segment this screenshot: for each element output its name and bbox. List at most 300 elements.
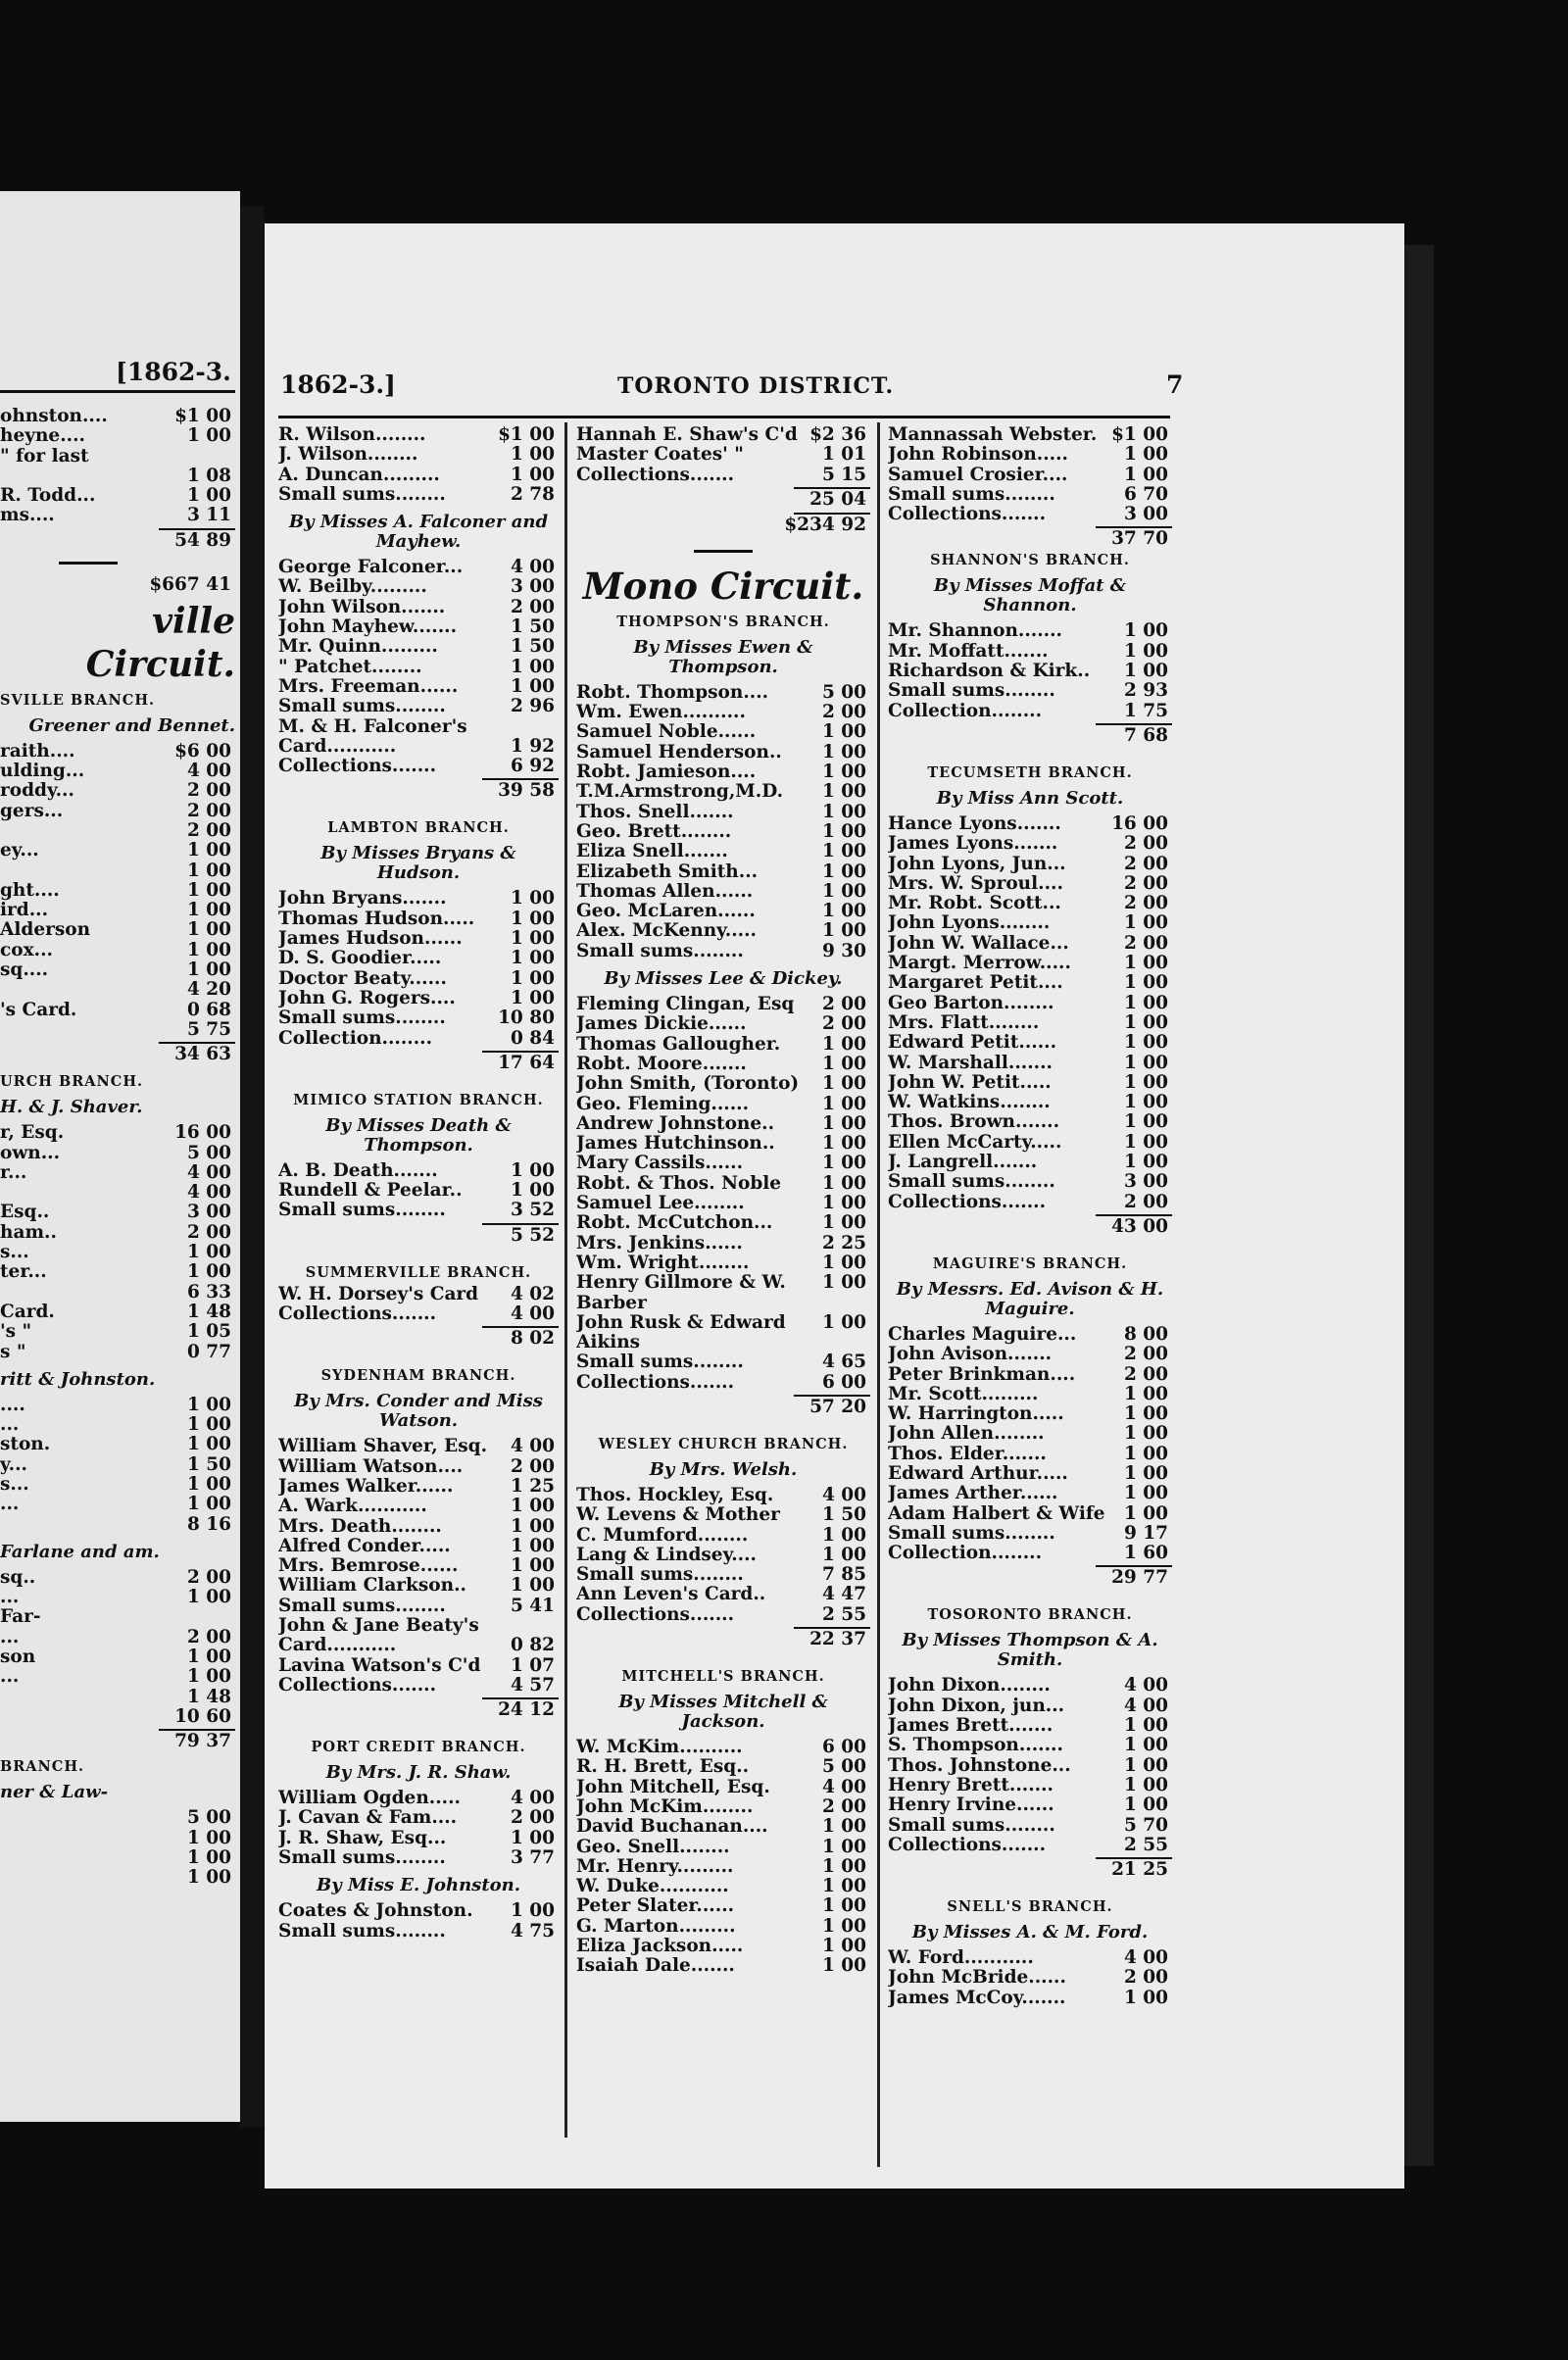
contributor-name: sq....	[0, 960, 49, 981]
amount: 4 00	[1123, 1695, 1168, 1716]
ledger-row	[888, 1816, 1172, 1836]
amount: 1 00	[1123, 661, 1168, 682]
ledger-row	[576, 1917, 870, 1937]
contributor-name: A. B. Death.......	[278, 1160, 438, 1181]
ledger-row	[888, 1676, 1172, 1696]
contributor-name: " Patchet........	[278, 657, 422, 677]
ledger-row	[576, 445, 870, 465]
ledger-row	[0, 1628, 235, 1647]
branch-total: 7 68	[1123, 724, 1168, 746]
ledger-row	[278, 1029, 559, 1049]
ledger-row	[0, 901, 235, 920]
contributor-name: Collections.......	[576, 465, 735, 485]
contributor-name: C. Mumford........	[576, 1525, 749, 1546]
branch-title: SYDENHAM BRANCH.	[320, 1367, 516, 1385]
ledger-row	[576, 1838, 870, 1857]
contributor-name: Thomas Gallougher.	[576, 1034, 781, 1055]
ledger-row	[278, 910, 559, 929]
ledger-row	[0, 1829, 235, 1848]
contributor-name: Collection........	[278, 1028, 433, 1049]
amount: 1 00	[1123, 1071, 1168, 1093]
contributor-name: Small sums........	[278, 1848, 446, 1869]
ledger-row	[576, 1565, 870, 1585]
ledger-row	[888, 994, 1172, 1013]
ledger-row	[0, 1020, 235, 1040]
amount: 1 00	[821, 1112, 866, 1134]
contributor-name: Collections.......	[576, 1604, 735, 1625]
amount: 1 00	[821, 820, 866, 842]
contributor-name: John G. Rogers....	[278, 988, 456, 1008]
contributor-name: heyne....	[0, 426, 85, 447]
amount: 1 00	[186, 919, 231, 941]
amount: 1 00	[186, 879, 231, 901]
amount: 1 00	[821, 801, 866, 822]
amount: 2 00	[186, 819, 231, 841]
branch-total: 21 25	[1111, 1859, 1168, 1881]
contributor-name: W. Ford...........	[888, 1948, 1034, 1969]
contributor-name: D. S. Goodier.....	[278, 949, 442, 969]
amount: 2 00	[1123, 853, 1168, 874]
ledger-row	[278, 1181, 559, 1201]
amount: 2 00	[186, 1566, 231, 1588]
amount: 5 75	[186, 1018, 231, 1040]
contributor-name: Thos. Elder.......	[888, 1444, 1047, 1464]
ledger-row	[278, 598, 559, 617]
ledger-row	[0, 506, 235, 525]
amount: 1 00	[821, 1311, 866, 1333]
amount: 2 00	[1123, 932, 1168, 954]
ledger-row	[576, 466, 870, 485]
ledger-row	[278, 1829, 559, 1848]
ledger-row	[278, 1285, 559, 1304]
amount: 1 00	[821, 920, 866, 942]
amount: 2 00	[1123, 1191, 1168, 1212]
contributor-name: John Wilson.......	[278, 597, 446, 617]
amount: 1 00	[1123, 1502, 1168, 1524]
ledger-row	[278, 425, 559, 445]
amount: 1 00	[1123, 972, 1168, 994]
ledger-row	[888, 1054, 1172, 1073]
branch-total: 25 04	[809, 488, 866, 510]
amount	[492, 717, 559, 737]
column-2	[576, 425, 870, 1977]
amount: 3 52	[510, 1200, 555, 1221]
ledger-row	[278, 1161, 559, 1181]
ledger-row	[888, 814, 1172, 834]
left-header-rule	[0, 390, 235, 393]
ledger-row	[0, 1667, 235, 1687]
amount: 1 00	[510, 987, 555, 1008]
ledger-row	[888, 874, 1172, 894]
amount: 1 00	[1123, 464, 1168, 485]
ledger-row	[888, 681, 1172, 701]
amount: 3 00	[510, 576, 555, 598]
contributor-name: Eliza Jackson.....	[576, 1937, 744, 1957]
contributor-name: ...	[0, 1667, 20, 1688]
ledger-row	[278, 1808, 559, 1828]
amount: 1 00	[186, 1434, 231, 1455]
left-byline: H. & J. Shaver.	[0, 1097, 143, 1118]
ledger-row	[576, 1956, 870, 1976]
amount: 4 00	[1123, 1675, 1168, 1696]
contributor-name: Collections.......	[888, 505, 1047, 525]
contributor-name: James Hudson......	[278, 929, 463, 950]
contributor-name: sq..	[0, 1567, 36, 1588]
left-byline: Farlane and am.	[0, 1541, 160, 1562]
amount: 0 68	[186, 999, 231, 1020]
branch-total: 29 77	[1111, 1567, 1168, 1589]
amount: 8 16	[186, 1513, 231, 1535]
contributor-name: Mary Cassils......	[576, 1154, 744, 1174]
ledger-row	[888, 1464, 1172, 1484]
amount: 1 00	[821, 1524, 866, 1546]
contributor-name: Robt. & Thos. Noble	[576, 1173, 782, 1194]
ledger-row	[278, 1497, 559, 1516]
ledger-row	[576, 1486, 870, 1505]
amount: 1 00	[186, 860, 231, 881]
ledger-row	[576, 1114, 870, 1134]
ledger-row	[278, 1537, 559, 1556]
contributor-name	[0, 1688, 153, 1707]
contributor-name: Card...........	[278, 736, 397, 757]
contributor-name: S. Thompson.......	[888, 1736, 1063, 1756]
contributor-name: J. R. Shaw, Esq...	[278, 1828, 447, 1848]
ledger-row	[278, 577, 559, 597]
amount: 1 00	[1123, 953, 1168, 974]
amount: 1 00	[821, 781, 866, 803]
contributor-name: James McCoy.......	[888, 1988, 1066, 2008]
amount: 10 60	[174, 1705, 231, 1727]
contributor-name: ms....	[0, 506, 55, 526]
ledger-row	[0, 407, 235, 426]
left-grand-total: $667 41	[149, 573, 231, 595]
contributor-name: Samuel Crosier....	[888, 465, 1068, 485]
amount: 1 00	[186, 1666, 231, 1688]
branch-total: 37 70	[1111, 528, 1168, 550]
contributor-name: Doctor Beaty......	[278, 968, 447, 989]
contributor-name: Small sums........	[576, 1352, 744, 1373]
ledger-row	[888, 1716, 1172, 1736]
contributor-name: 's "	[0, 1322, 32, 1343]
ledger-row	[278, 757, 559, 776]
amount: 1 08	[186, 465, 231, 486]
ledger-row	[0, 486, 235, 506]
contributor-name: T.M.Armstrong,M.D.	[576, 782, 784, 803]
amount: 2 55	[821, 1603, 866, 1625]
ledger-row	[278, 717, 559, 737]
ledger-row	[888, 1795, 1172, 1815]
ledger-row	[576, 782, 870, 802]
ledger-row	[576, 1546, 870, 1565]
left-total: 54 89	[174, 529, 231, 551]
page-year: 1862-3.]	[280, 370, 396, 399]
amount: 5 00	[186, 1142, 231, 1163]
branch-total: 5 52	[510, 1224, 555, 1246]
page-edge	[1404, 245, 1434, 2166]
contributor-name: Isaiah Dale.......	[576, 1956, 735, 1977]
contributor-name: ston.	[0, 1435, 51, 1455]
contributor-name: Mr. Scott.........	[888, 1384, 1039, 1404]
contributor-name: Mr. Moffatt.......	[888, 641, 1049, 662]
column-3	[888, 425, 1172, 2008]
ledger-row	[576, 722, 870, 742]
contributor-name: Mr. Robt. Scott...	[888, 894, 1061, 914]
ledger-row	[0, 742, 235, 762]
amount	[153, 447, 235, 467]
contributor-name	[0, 1283, 153, 1303]
contributor-name: ter...	[0, 1262, 47, 1283]
ledger-row	[278, 1201, 559, 1220]
ledger-row	[888, 505, 1172, 524]
amount: 1 00	[510, 1555, 555, 1577]
branch-title: TOSORONTO BRANCH.	[927, 1606, 1133, 1624]
contributor-name: y...	[0, 1454, 27, 1475]
contributor-name: Mr. Shannon.......	[888, 621, 1062, 642]
contributor-name: Mr. Quinn.........	[278, 637, 438, 658]
contributor-name: Card.	[0, 1302, 55, 1322]
ledger-row	[888, 1172, 1172, 1192]
amount: 2 00	[1123, 893, 1168, 914]
byline: By Misses A. & M. Ford.	[911, 1922, 1149, 1943]
amount: 8 00	[1123, 1323, 1168, 1345]
amount: 1 00	[1123, 1131, 1168, 1153]
ledger-row	[888, 621, 1172, 641]
contributor-name: Samuel Henderson..	[576, 742, 782, 762]
ledger-row	[278, 1676, 559, 1696]
contributor-name: W. H. Dorsey's Card	[278, 1284, 479, 1304]
ledger-row	[888, 1756, 1172, 1776]
ledger-row	[576, 842, 870, 861]
ledger-row	[888, 1325, 1172, 1345]
left-page-fragment	[0, 191, 240, 2122]
contributor-name: r...	[0, 1162, 27, 1183]
amount: 1 60	[1123, 1543, 1168, 1564]
ledger-row	[576, 1585, 870, 1604]
contributor-name	[0, 467, 153, 486]
amount: $2 36	[809, 424, 866, 445]
amount: 1 00	[821, 901, 866, 922]
column-divider	[564, 422, 567, 2138]
left-total: 34 63	[174, 1044, 231, 1065]
contributor-name: Robt. Moore.......	[576, 1054, 747, 1074]
ledger-row	[576, 1095, 870, 1114]
amount: 1 50	[510, 636, 555, 658]
contributor-name: W. McKim..........	[576, 1738, 743, 1758]
contributor-name: Mrs. Flatt........	[888, 1012, 1040, 1033]
amount: 1 00	[1123, 1383, 1168, 1404]
amount: 1 25	[510, 1475, 555, 1497]
ledger-row	[0, 960, 235, 980]
ledger-row	[0, 1163, 235, 1183]
contributor-name: Small sums........	[888, 484, 1055, 505]
contributor-name	[0, 1515, 153, 1535]
ledger-row	[888, 702, 1172, 721]
amount: 1 00	[821, 860, 866, 882]
contributor-name: 's Card.	[0, 1000, 77, 1020]
ledger-row	[278, 445, 559, 465]
ledger-row	[576, 1937, 870, 1956]
amount: 1 07	[510, 1654, 555, 1676]
contributor-name: John Allen........	[888, 1424, 1045, 1445]
contributor-name: Ann Leven's Card..	[576, 1585, 766, 1605]
ledger-row	[576, 1055, 870, 1074]
amount: 4 00	[821, 1484, 866, 1505]
contributor-name: John Lyons........	[888, 913, 1051, 934]
amount: 1 75	[1123, 700, 1168, 721]
contributor-name: Robt. McCutchon...	[576, 1213, 773, 1234]
ledger-row	[576, 762, 870, 782]
amount: 1 00	[186, 425, 231, 447]
amount: 1 00	[821, 841, 866, 862]
main-page	[265, 223, 1404, 2188]
amount: 6 33	[186, 1281, 231, 1303]
amount: 1 00	[1123, 1032, 1168, 1054]
ledger-row	[278, 1457, 559, 1477]
ledger-row	[576, 1797, 870, 1817]
ledger-row	[0, 1283, 235, 1303]
byline: By Misses Ewen & Thompson.	[633, 636, 813, 677]
ledger-row	[888, 1504, 1172, 1524]
amount: 2 96	[510, 696, 555, 717]
amount: 1 00	[186, 1494, 231, 1515]
ledger-row	[0, 802, 235, 821]
contributor-name: son	[0, 1647, 36, 1668]
branch-total: 22 37	[809, 1629, 866, 1650]
amount: 1 00	[1123, 1011, 1168, 1033]
contributor-name: Thomas Hudson.....	[278, 909, 475, 929]
byline: By Miss E. Johnston.	[317, 1875, 520, 1896]
amount: 2 00	[1123, 1363, 1168, 1385]
left-branch-title: URCH BRANCH.	[0, 1073, 144, 1091]
contributor-name	[0, 1808, 153, 1828]
contributor-name: Samuel Noble......	[576, 722, 757, 743]
amount: 2 00	[1123, 1967, 1168, 1989]
ledger-row	[576, 942, 870, 961]
contributor-name: Margaret Petit....	[888, 973, 1063, 994]
contributor-name: James Brett.......	[888, 1716, 1054, 1737]
amount: 2 00	[821, 702, 866, 723]
ledger-row	[278, 1656, 559, 1676]
page-gutter	[240, 206, 264, 2127]
amount: 1 00	[821, 1033, 866, 1055]
contributor-name: John McKim........	[576, 1796, 754, 1817]
contributor-name: Edward Arthur.....	[888, 1463, 1068, 1484]
amount	[153, 1607, 235, 1627]
contributor-name: Charles Maguire...	[888, 1324, 1077, 1345]
contributor-name: John Lyons, Jun...	[888, 854, 1066, 874]
contributor-name: John Dixon........	[888, 1676, 1051, 1696]
contributor-name: Wm. Wright........	[576, 1253, 750, 1273]
contributor-name: M. & H. Falconer's	[278, 716, 467, 737]
ledger-row	[576, 1194, 870, 1213]
amount: 6 92	[510, 756, 555, 777]
amount: 1 00	[510, 675, 555, 697]
amount: 1 00	[821, 1133, 866, 1155]
contributor-name: Alfred Conder.....	[278, 1536, 451, 1556]
contributor-name: own...	[0, 1143, 61, 1163]
contributor-name: ght....	[0, 880, 60, 901]
contributor-name: Hannah E. Shaw's C'd	[576, 425, 798, 445]
contributor-name: W. Levens & Mother	[576, 1505, 780, 1526]
contributor-name: Small sums........	[278, 1596, 446, 1616]
ledger-row	[576, 803, 870, 822]
amount: 1 00	[821, 1252, 866, 1273]
amount: 2 93	[1123, 680, 1168, 702]
ledger-row	[576, 1174, 870, 1194]
amount: 1 00	[186, 939, 231, 960]
contributor-name: Collections.......	[278, 1304, 437, 1325]
ledger-row	[278, 1848, 559, 1868]
contributor-name: Small sums........	[888, 1815, 1055, 1836]
amount: 1 00	[186, 1261, 231, 1283]
branch-total: 8 02	[510, 1328, 555, 1350]
contributor-name: James Arther......	[888, 1484, 1058, 1504]
contributor-name: Samuel Lee........	[576, 1194, 745, 1214]
contributor-name: Collections.......	[888, 1192, 1047, 1212]
ledger-row	[576, 1313, 870, 1353]
ledger-row	[576, 882, 870, 902]
amount: 1 00	[1123, 1111, 1168, 1133]
amount: 1 05	[186, 1321, 231, 1343]
amount: 4 00	[821, 1776, 866, 1797]
amount: 1 00	[186, 1394, 231, 1415]
branch-title: MAGUIRE'S BRANCH.	[932, 1254, 1128, 1272]
contributor-name: John & Jane Beaty's	[278, 1615, 479, 1636]
amount: 1 00	[1123, 1403, 1168, 1425]
contributor-name: Thos. Snell.......	[576, 802, 734, 822]
ledger-row	[0, 1868, 235, 1888]
ledger-row	[888, 1073, 1172, 1093]
ledger-row	[278, 989, 559, 1008]
ledger-row	[576, 1074, 870, 1094]
contributor-name: James Walker......	[278, 1476, 454, 1497]
ledger-row	[576, 1234, 870, 1254]
contributor-name: Collections.......	[576, 1372, 735, 1393]
amount: 3 11	[186, 505, 231, 526]
contributor-name: Fleming Clingan, Esq	[576, 995, 795, 1015]
amount: 3 00	[1123, 504, 1168, 525]
ledger-row	[0, 1647, 235, 1667]
amount: 1 00	[510, 464, 555, 485]
ledger-row	[0, 1415, 235, 1435]
ledger-row	[0, 1515, 235, 1535]
left-byline: Greener and Bennet.	[28, 714, 235, 736]
ledger-row	[888, 1424, 1172, 1444]
amount: 1 00	[510, 1515, 555, 1537]
amount: 1 00	[1123, 1443, 1168, 1464]
contributor-name: Mrs. Death........	[278, 1516, 442, 1537]
amount: 2 00	[510, 1455, 555, 1477]
ledger-row	[0, 1495, 235, 1514]
ledger-row	[576, 995, 870, 1014]
contributor-name: Edward Petit......	[888, 1033, 1057, 1054]
contributor-name: J. Langrell.......	[888, 1153, 1038, 1173]
contributor-name: Ellen McCarty.....	[888, 1132, 1062, 1153]
ledger-row	[888, 485, 1172, 505]
ledger-row	[0, 1568, 235, 1588]
amount: $6 00	[174, 740, 231, 762]
amount: 1 00	[186, 1867, 231, 1889]
contributor-name: ey...	[0, 841, 39, 861]
branch-title: WESLEY CHURCH BRANCH.	[598, 1435, 849, 1452]
branch-total: 43 00	[1111, 1215, 1168, 1237]
ledger-row	[888, 1153, 1172, 1172]
contributor-name: Peter Slater......	[576, 1896, 735, 1917]
amount: 1 00	[1123, 1715, 1168, 1737]
amount: 4 75	[510, 1920, 555, 1942]
amount: 1 00	[1123, 912, 1168, 934]
amount: 5 70	[1123, 1814, 1168, 1836]
